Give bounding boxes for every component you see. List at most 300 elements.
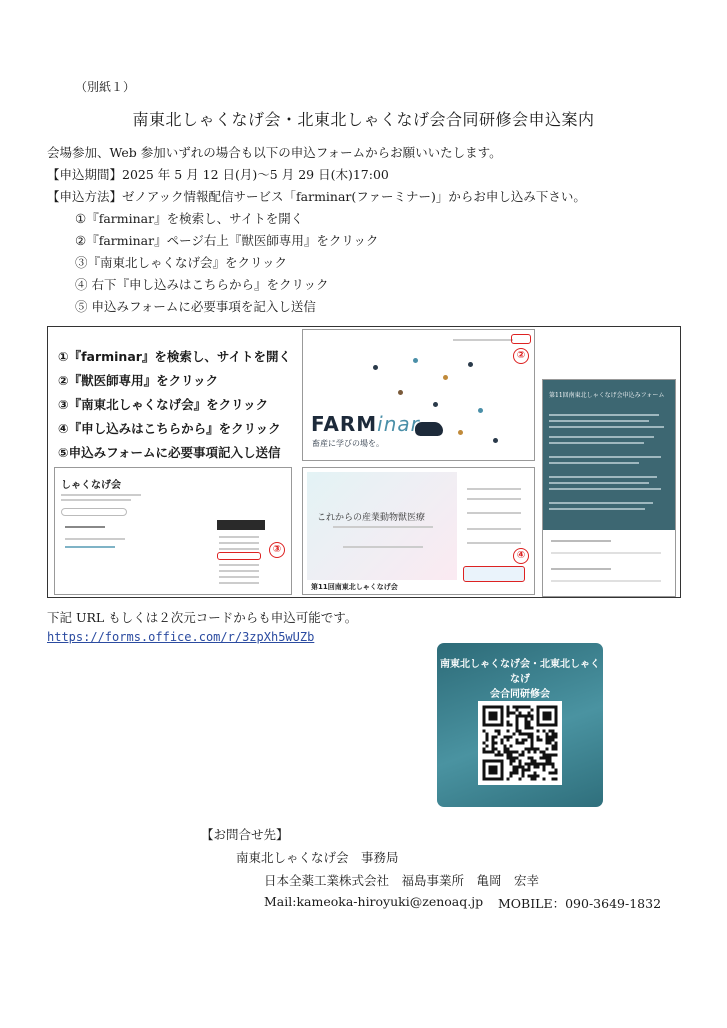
qr-module	[528, 706, 531, 709]
qr-module	[528, 715, 531, 718]
guide-figure	[47, 326, 681, 598]
qr-module	[510, 736, 513, 739]
qr-module	[498, 733, 501, 736]
qr-module	[489, 712, 498, 721]
qr-module	[543, 730, 546, 733]
application-url-link[interactable]: https://forms.office.com/r/3zpXh5wUZb	[47, 630, 315, 644]
qr-module	[507, 736, 510, 739]
qr-module	[516, 742, 519, 745]
qr-module	[555, 778, 558, 781]
qr-module	[501, 742, 504, 745]
qr-module	[543, 754, 546, 757]
method-line	[47, 187, 586, 205]
qr-module	[510, 757, 513, 760]
qr-module	[531, 715, 534, 718]
qr-module	[513, 751, 516, 754]
panel-title: しゃくなげ会	[61, 480, 121, 491]
qr-module	[489, 751, 492, 754]
qr-module	[546, 742, 549, 745]
qr-module	[549, 763, 552, 766]
screenshot-application-form	[542, 379, 676, 597]
qr-module	[507, 751, 510, 754]
qr-module	[516, 706, 519, 709]
step-item: ⑤ 申込みフォームに必要事項を記入し送信	[75, 299, 316, 314]
qr-module	[555, 754, 558, 757]
qr-module	[534, 748, 537, 751]
qr-module	[519, 760, 522, 763]
qr-module	[534, 778, 537, 781]
qr-module	[495, 748, 498, 751]
form-field	[551, 552, 661, 554]
qr-module	[522, 775, 525, 778]
qr-module	[555, 736, 558, 739]
qr-module	[516, 718, 519, 721]
qr-module	[513, 760, 516, 763]
menu-line	[219, 536, 259, 538]
qr-module	[552, 772, 555, 775]
qr-module	[519, 715, 522, 718]
qr-module	[483, 742, 486, 745]
qr-module	[525, 733, 528, 736]
qr-module	[528, 748, 531, 751]
qr-module	[516, 772, 519, 775]
qr-module	[510, 724, 513, 727]
apply-button-highlight	[463, 566, 525, 582]
qr-code[interactable]	[478, 701, 562, 785]
qr-module	[528, 763, 531, 766]
qr-module	[516, 766, 519, 769]
qr-module	[519, 766, 522, 769]
contact-company: 日本全薬工業株式会社 福島事業所 亀岡 宏幸	[264, 873, 540, 888]
qr-module	[543, 751, 546, 754]
side-menu-header	[217, 520, 265, 530]
text-line	[65, 526, 105, 528]
period-label: 【申込期間】	[47, 167, 123, 182]
qr-module	[537, 748, 540, 751]
text-line	[549, 488, 661, 490]
qr-module	[528, 736, 531, 739]
qr-module	[498, 730, 501, 733]
qr-module	[537, 730, 540, 733]
qr-module	[495, 730, 498, 733]
search-pill	[61, 508, 127, 516]
screenshot-farminar-top	[302, 329, 535, 461]
farminar-tagline: 畜産に学びの場を。	[312, 439, 384, 448]
qr-module	[492, 751, 495, 754]
seminar-heading: これからの産業動物獣医療	[317, 513, 426, 523]
qr-module	[531, 739, 534, 742]
qr-module	[555, 772, 558, 775]
qr-module	[528, 733, 531, 736]
qr-module	[492, 739, 495, 742]
guide-step: ①『farminar』を検索し、サイトを開く	[58, 349, 292, 364]
qr-module	[552, 748, 555, 751]
qr-module	[531, 745, 534, 748]
qr-module	[504, 751, 507, 754]
qr-module	[492, 736, 495, 739]
qr-module	[510, 745, 513, 748]
qr-module	[492, 748, 495, 751]
qr-module	[519, 763, 522, 766]
badge-step-4: ④	[513, 548, 529, 564]
text-line	[549, 502, 653, 504]
qr-module	[546, 739, 549, 742]
guide-step: ③『南東北しゃくなげ会』をクリック	[58, 397, 269, 412]
qr-module	[552, 754, 555, 757]
qr-module	[525, 715, 528, 718]
text-line	[549, 482, 649, 484]
qr-module	[504, 748, 507, 751]
qr-module	[546, 757, 549, 760]
nav-line	[453, 339, 513, 341]
step-item: ②『farminar』ページ右上『獣医師専用』をクリック	[75, 233, 379, 248]
guide-step-list	[58, 345, 291, 465]
badge-step-3: ③	[269, 542, 285, 558]
qr-module	[522, 772, 525, 775]
qr-module	[522, 769, 525, 772]
qr-module	[522, 742, 525, 745]
qr-module	[498, 754, 501, 757]
qr-module	[510, 760, 513, 763]
qr-module	[486, 736, 489, 739]
guide-step: ⑤申込みフォームに必要事項記入し送信	[58, 445, 281, 460]
contact-label: 【お問合せ先】	[201, 827, 289, 842]
qr-module	[510, 751, 513, 754]
text-line	[467, 542, 521, 544]
seminar-footer: 第11回南東北しゃくなげ会	[311, 583, 398, 591]
qr-module	[522, 715, 525, 718]
text-line	[549, 426, 664, 428]
qr-module	[525, 721, 528, 724]
form-title: 第11回南東北しゃくなげ会申込みフォーム	[549, 392, 665, 399]
vet-only-highlight	[511, 334, 531, 344]
qr-module	[504, 745, 507, 748]
qr-module	[495, 742, 498, 745]
qr-module	[510, 712, 513, 715]
qr-module	[534, 772, 537, 775]
qr-module	[504, 736, 507, 739]
contact-office: 南東北しゃくなげ会 事務局	[236, 850, 399, 865]
menu-item-highlight	[217, 552, 261, 560]
qr-module	[546, 760, 549, 763]
farminar-logo-main: FARM	[311, 412, 378, 436]
qr-module	[516, 751, 519, 754]
qr-module	[549, 736, 552, 739]
qr-module	[522, 739, 525, 742]
qr-module	[519, 754, 522, 757]
qr-module	[546, 748, 549, 751]
qr-module	[531, 709, 534, 712]
qr-module	[537, 736, 540, 739]
qr-module	[507, 724, 510, 727]
qr-module	[525, 748, 528, 751]
qr-module	[522, 751, 525, 754]
farm-icon	[443, 375, 448, 380]
qr-module	[486, 745, 489, 748]
qr-module	[483, 730, 486, 733]
guide-step: ②『獣医師専用』をクリック	[58, 373, 219, 388]
text-line	[467, 528, 521, 530]
qr-module	[543, 778, 546, 781]
qr-module	[495, 736, 498, 739]
text-line	[549, 420, 649, 422]
qr-module	[531, 757, 534, 760]
qr-module	[552, 733, 555, 736]
qr-module	[519, 712, 522, 715]
qr-module	[516, 709, 519, 712]
qr-module	[522, 766, 525, 769]
qr-module	[507, 712, 510, 715]
qr-module	[525, 727, 528, 730]
qr-module	[501, 739, 504, 742]
text-line	[549, 508, 645, 510]
qr-module	[528, 769, 531, 772]
qr-module	[492, 745, 495, 748]
qr-module	[522, 754, 525, 757]
qr-module	[549, 754, 552, 757]
qr-module	[555, 745, 558, 748]
qr-module	[507, 715, 510, 718]
qr-module	[552, 778, 555, 781]
qr-module	[543, 766, 546, 769]
text-line	[549, 414, 659, 416]
qr-module	[483, 748, 486, 751]
qr-module	[546, 754, 549, 757]
farm-icon	[413, 358, 418, 363]
qr-module	[543, 757, 546, 760]
text-line	[467, 512, 521, 514]
qr-module	[528, 721, 531, 724]
qr-module	[552, 745, 555, 748]
qr-module	[531, 718, 534, 721]
method-label: 【申込方法】	[47, 189, 123, 204]
qr-module	[528, 751, 531, 754]
qr-module	[498, 751, 501, 754]
annex-label: （別紙１）	[75, 80, 136, 94]
qr-module	[528, 757, 531, 760]
qr-module	[516, 715, 519, 718]
qr-module	[522, 733, 525, 736]
qr-module	[507, 739, 510, 742]
qr-module	[528, 775, 531, 778]
qr-module	[534, 760, 537, 763]
qr-module	[510, 772, 513, 775]
qr-module	[507, 706, 510, 709]
qr-module	[543, 712, 552, 721]
qr-module	[525, 706, 528, 709]
qr-module	[516, 769, 519, 772]
qr-module	[510, 775, 513, 778]
qr-module	[555, 742, 558, 745]
qr-module	[516, 724, 519, 727]
qr-module	[513, 766, 516, 769]
qr-module	[534, 763, 537, 766]
qr-module	[525, 739, 528, 742]
period-value: 2025 年 5 月 12 日(月)～5 月 29 日(木)17:00	[122, 167, 389, 182]
qr-module	[549, 742, 552, 745]
qr-module	[540, 739, 543, 742]
qr-module	[492, 742, 495, 745]
farm-icon	[398, 390, 403, 395]
farm-icon	[373, 365, 378, 370]
page-title: 南東北しゃくなげ会・北東北しゃくなげ会合同研修会申込案内	[132, 110, 595, 129]
qr-module	[525, 769, 528, 772]
qr-module	[552, 766, 555, 769]
text-line	[467, 498, 521, 500]
intro-text: 会場参加、Web 参加いずれの場合も以下の申込フォームからお願いいたします。	[47, 145, 502, 160]
text-line	[549, 456, 661, 458]
qr-module	[543, 763, 546, 766]
qr-module	[549, 739, 552, 742]
text-line	[65, 546, 115, 548]
qr-module	[534, 766, 537, 769]
qr-module	[531, 778, 534, 781]
qr-module	[552, 730, 555, 733]
qr-module	[489, 766, 498, 775]
qr-module	[540, 763, 543, 766]
farm-icon	[493, 438, 498, 443]
qr-module	[507, 721, 510, 724]
menu-line	[219, 542, 259, 544]
guide-step: ④『申し込みはこちらから』をクリック	[58, 421, 281, 436]
qr-module	[519, 742, 522, 745]
qr-module	[531, 748, 534, 751]
qr-module	[546, 736, 549, 739]
qr-module	[528, 766, 531, 769]
qr-module	[516, 727, 519, 730]
qr-module	[534, 775, 537, 778]
qr-module	[552, 763, 555, 766]
qr-module	[549, 730, 552, 733]
qr-module	[531, 727, 534, 730]
qr-module	[501, 754, 504, 757]
qr-module	[537, 766, 540, 769]
qr-module	[537, 763, 540, 766]
qr-module	[507, 757, 510, 760]
qr-module	[486, 751, 489, 754]
form-field	[551, 580, 661, 582]
text-line	[61, 494, 141, 496]
qr-module	[486, 739, 489, 742]
form-field	[551, 540, 611, 542]
qr-module	[507, 748, 510, 751]
text-line	[333, 526, 433, 528]
qr-module	[486, 733, 489, 736]
qr-code-image	[478, 701, 562, 785]
qr-card	[437, 643, 603, 807]
farm-icon	[433, 402, 438, 407]
qr-module	[516, 739, 519, 742]
qr-module	[555, 733, 558, 736]
qr-module	[513, 706, 516, 709]
qr-title-line: 会合同研修会	[490, 689, 550, 700]
qr-module	[516, 730, 519, 733]
qr-module	[525, 718, 528, 721]
form-field	[551, 568, 611, 570]
farminar-logo	[311, 412, 420, 436]
qr-module	[543, 769, 546, 772]
qr-module	[513, 712, 516, 715]
text-line	[61, 499, 131, 501]
qr-module	[531, 760, 534, 763]
qr-module	[549, 772, 552, 775]
qr-module	[546, 763, 549, 766]
qr-module	[549, 760, 552, 763]
farm-icon	[478, 408, 483, 413]
text-line	[549, 436, 654, 438]
qr-module	[531, 763, 534, 766]
qr-module	[507, 709, 510, 712]
farm-icon	[468, 362, 473, 367]
qr-module	[522, 706, 525, 709]
contact-mail: Mail:kameoka-hiroyuki@zenoaq.jp	[264, 894, 484, 909]
qr-module	[552, 739, 555, 742]
step-item: ③『南東北しゃくなげ会』をクリック	[75, 255, 288, 270]
qr-module	[507, 754, 510, 757]
qr-module	[519, 778, 522, 781]
qr-module	[549, 757, 552, 760]
url-note: 下記 URL もしくは２次元コードからも申込可能です。	[47, 610, 358, 625]
qr-module	[531, 733, 534, 736]
qr-module	[555, 748, 558, 751]
menu-line	[219, 548, 259, 550]
qr-module	[510, 763, 513, 766]
screenshot-seminar-page	[302, 467, 535, 595]
qr-module	[546, 733, 549, 736]
qr-module	[519, 730, 522, 733]
qr-module	[534, 751, 537, 754]
qr-module	[525, 724, 528, 727]
menu-line	[219, 582, 259, 584]
text-line	[467, 488, 521, 490]
qr-module	[528, 724, 531, 727]
text-line	[549, 476, 657, 478]
qr-module	[516, 757, 519, 760]
qr-module	[552, 736, 555, 739]
contact-mobile: MOBILE：090-3649-1832	[498, 896, 662, 911]
qr-module	[531, 742, 534, 745]
qr-module	[510, 754, 513, 757]
qr-module	[531, 775, 534, 778]
text-line	[343, 546, 423, 548]
menu-line	[219, 570, 259, 572]
qr-module	[507, 778, 510, 781]
qr-module	[540, 751, 543, 754]
qr-module	[528, 712, 531, 715]
text-line	[65, 538, 125, 540]
step-item: ④ 右下『申し込みはこちらから』をクリック	[75, 277, 329, 292]
screenshot-shakunage-page	[54, 467, 292, 595]
text-line	[549, 442, 644, 444]
qr-module	[483, 751, 486, 754]
qr-module	[531, 736, 534, 739]
qr-module	[513, 733, 516, 736]
qr-module	[519, 706, 522, 709]
qr-module	[516, 721, 519, 724]
qr-title-line: 南東北しゃくなげ会・北東北しゃくなげ	[440, 659, 600, 685]
qr-module	[540, 757, 543, 760]
badge-step-2: ②	[513, 348, 529, 364]
qr-module	[525, 763, 528, 766]
qr-module	[537, 739, 540, 742]
qr-module	[555, 769, 558, 772]
qr-title	[437, 657, 603, 702]
qr-module	[513, 757, 516, 760]
qr-module	[528, 727, 531, 730]
qr-module	[495, 754, 498, 757]
step-item: ①『farminar』を検索し、サイトを開く	[75, 211, 304, 226]
text-line	[549, 462, 639, 464]
